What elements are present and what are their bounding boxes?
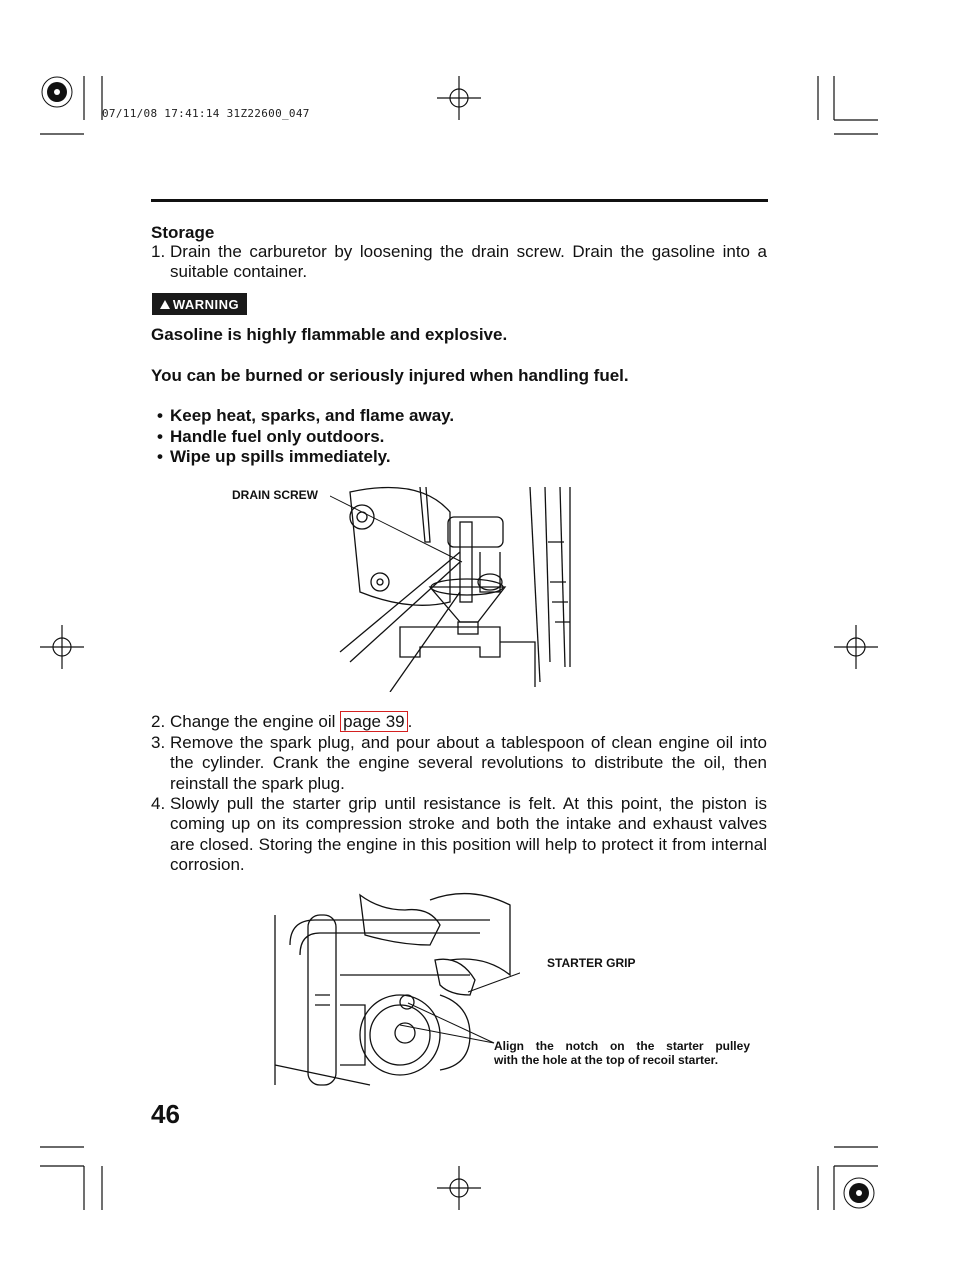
bullet-text: Handle fuel only outdoors. bbox=[170, 427, 385, 446]
starter-grip-label: STARTER GRIP bbox=[547, 956, 636, 970]
step-1 bbox=[151, 242, 767, 283]
print-stamp: 07/11/08 17:41:14 31Z22600_047 bbox=[102, 107, 310, 120]
warning-triangle-icon bbox=[160, 300, 170, 309]
warning-bullet: • Wipe up spills immediately. bbox=[157, 447, 391, 466]
step-text-end: . bbox=[407, 712, 413, 731]
step-text: Remove the spark plug, and pour about a tablespoon of clean engine oil into the cylinder. Crank the engine several revolutions to distribute the oil, then reinstall the spark plug. bbox=[170, 733, 767, 793]
step-text: Slowly pull the starter grip until resistance is felt. At this point, the piston is coming up on its compression stroke and both the intake and exhaust valves are closed. Storing the engine in this position will help to protect it from internal corrosion. bbox=[170, 794, 767, 875]
drain-screw-label: DRAIN SCREW bbox=[232, 488, 318, 502]
leader-line-grip bbox=[468, 963, 520, 992]
leader-line-notch bbox=[408, 1003, 494, 1043]
warning-bullet: • Keep heat, sparks, and flame away. bbox=[157, 406, 455, 425]
step-4 bbox=[151, 794, 767, 876]
warning-bullet: • Handle fuel only outdoors. bbox=[157, 427, 385, 446]
step-text: Drain the carburetor by loosening the drain screw. Drain the gasoline into a suitable container. bbox=[170, 242, 767, 282]
step-number: 1. bbox=[151, 242, 166, 261]
step-number: 2. bbox=[151, 712, 166, 731]
starter-grip-illustration bbox=[270, 885, 520, 1090]
step-3 bbox=[151, 733, 767, 794]
align-note-line-2: with the hole at the top of recoil starter. bbox=[494, 1052, 719, 1067]
section-title: Storage bbox=[151, 223, 215, 242]
step-number: 4. bbox=[151, 794, 166, 813]
warning-line-1: Gasoline is highly flammable and explosive. bbox=[151, 325, 508, 344]
leader-line-hole bbox=[400, 1025, 494, 1043]
warning-line-2: You can be burned or seriously injured when handling fuel. bbox=[151, 366, 629, 385]
registration-target-top-left bbox=[42, 77, 72, 107]
header-rule bbox=[151, 199, 768, 202]
align-note-line-1: Align the notch on the starter pulley bbox=[494, 1039, 750, 1053]
warning-label: WARNING bbox=[172, 296, 240, 312]
warning-badge bbox=[152, 293, 247, 315]
registration-target-bottom-right bbox=[844, 1178, 874, 1208]
bullet-text: Keep heat, sparks, and flame away. bbox=[170, 406, 455, 425]
align-note bbox=[494, 1040, 750, 1067]
bullet-text: Wipe up spills immediately. bbox=[170, 447, 391, 466]
step-text: Change the engine oil bbox=[170, 712, 336, 731]
step-2 bbox=[151, 712, 767, 732]
step-number: 3. bbox=[151, 733, 166, 752]
carburetor-drain-illustration bbox=[330, 482, 580, 692]
page-number: 46 bbox=[151, 1099, 180, 1129]
page-39-link[interactable]: page 39 bbox=[340, 711, 407, 732]
